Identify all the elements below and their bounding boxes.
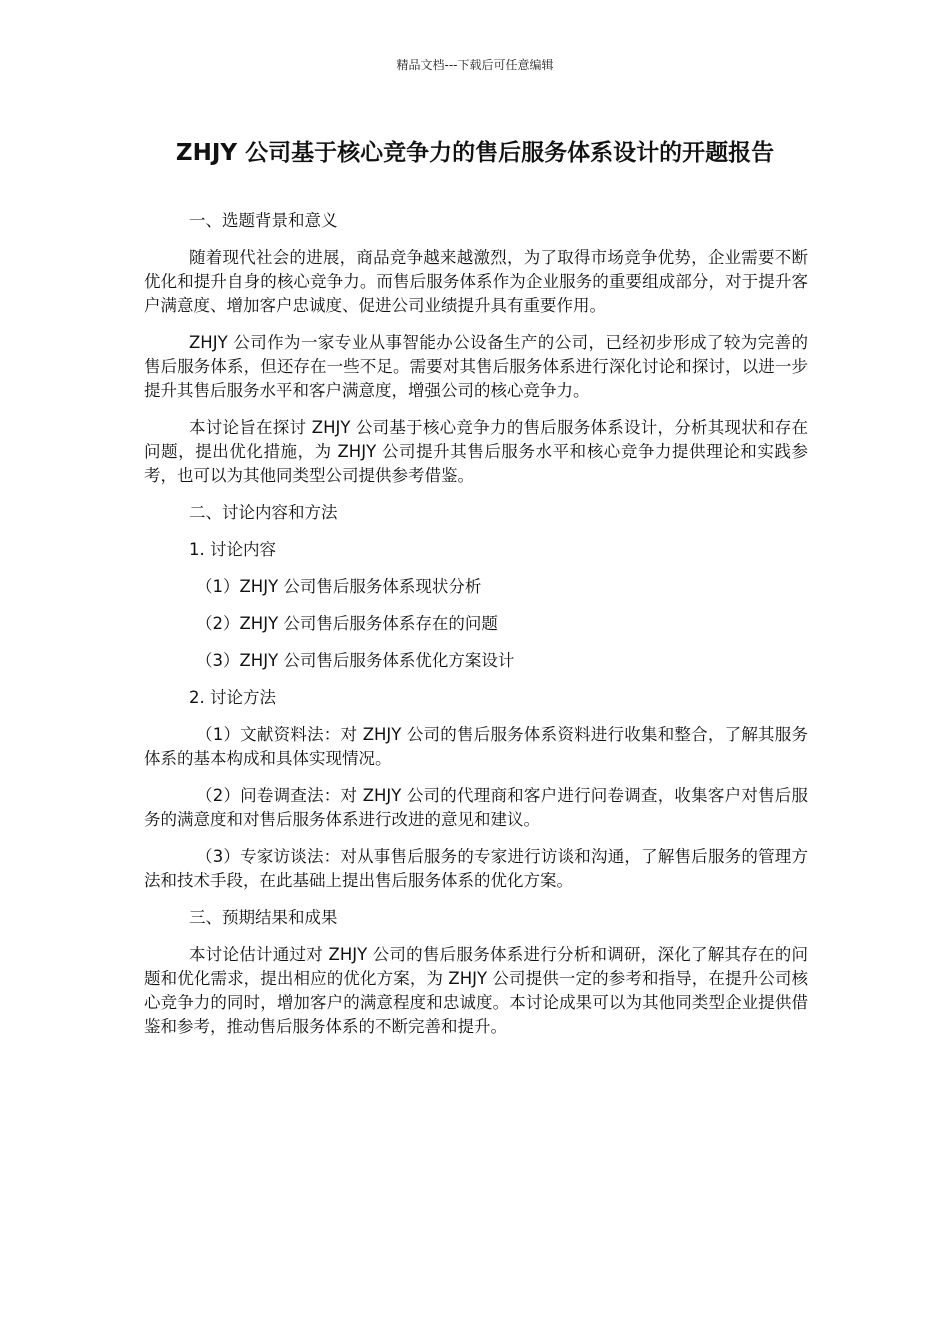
subheading-methods: 2. 讨论方法 <box>189 688 276 707</box>
method-paragraph: （3）专家访谈法：对从事售后服务的专家进行访谈和沟通，了解售后服务的管理方法和技术手段，在此基础上提出售后服务体系的优化方案。 <box>144 847 808 890</box>
list-item: （1）ZHJY 公司售后服务体系现状分析 <box>196 577 482 596</box>
list-item: （3）ZHJY 公司售后服务体系优化方案设计 <box>196 651 515 670</box>
section-heading-content-methods: 二、讨论内容和方法 <box>189 503 338 522</box>
subheading-content: 1. 讨论内容 <box>189 540 276 559</box>
paragraph: 随着现代社会的进展，商品竞争越来越激烈，为了取得市场竞争优势，企业需要不断优化和提升自身的核心竞争力。而售后服务体系作为企业服务的重要组成部分，对于提升客户满意度、增加客户忠诚度、促进公司业绩提升具有重要作用。 <box>144 248 808 315</box>
section-heading-results: 三、预期结果和成果 <box>189 908 338 927</box>
section-heading-background: 一、选题背景和意义 <box>189 211 338 230</box>
document-body <box>144 209 808 1052</box>
paragraph: 本讨论旨在探讨 ZHJY 公司基于核心竞争力的售后服务体系设计，分析其现状和存在问题，提出优化措施，为 ZHJY 公司提升其售后服务水平和核心竞争力提供理论和实践参考，也可以为其他同类型公司提供参考借鉴。 <box>144 418 808 485</box>
method-paragraph: （2）问卷调查法：对 ZHJY 公司的代理商和客户进行问卷调查，收集客户对售后服务的满意度和对售后服务体系进行改进的意见和建议。 <box>144 786 808 829</box>
method-paragraph: （1）文献资料法：对 ZHJY 公司的售后服务体系资料进行收集和整合，了解其服务体系的基本构成和具体实现情况。 <box>144 725 808 768</box>
document-title: ZHJY 公司基于核心竞争力的售后服务体系设计的开题报告 <box>175 140 775 166</box>
paragraph: ZHJY 公司作为一家专业从事智能办公设备生产的公司，已经初步形成了较为完善的售后服务体系，但还存在一些不足。需要对其售后服务体系进行深化讨论和探讨，以进一步提升其售后服务水平和客户满意度，增强公司的核心竞争力。 <box>144 333 808 400</box>
header-note: 精品文档---下载后可任意编辑 <box>396 58 554 72</box>
paragraph: 本讨论估计通过对 ZHJY 公司的售后服务体系进行分析和调研，深化了解其存在的问题和优化需求，提出相应的优化方案，为 ZHJY 公司提供一定的参考和指导，在提升公司核心竞争力的同时，增加客户的满意程度和忠诚度。本讨论成果可以为其他同类型企业提供借鉴和参考，推动售后服务体系的不断完善和提升。 <box>144 945 808 1036</box>
list-item: （2）ZHJY 公司售后服务体系存在的问题 <box>196 614 498 633</box>
